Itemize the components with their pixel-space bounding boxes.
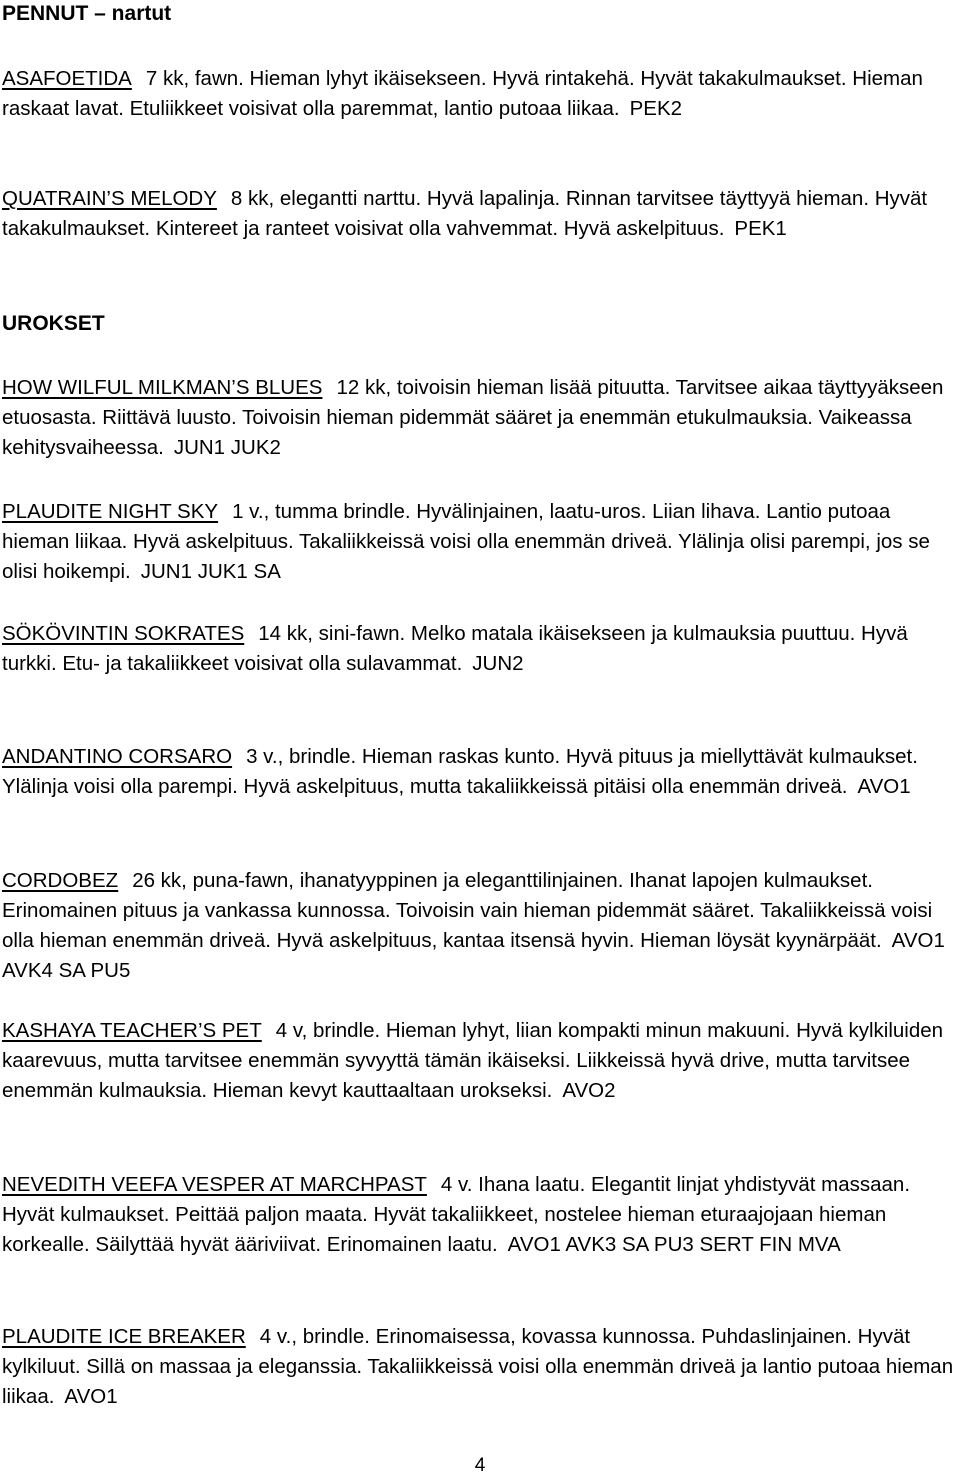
entry: [2, 1170, 957, 1260]
entry: [2, 866, 960, 986]
entry-awards: JUN2: [472, 652, 524, 675]
dog-name: NEVEDITH VEEFA VESPER AT MARCHPAST: [2, 1173, 427, 1196]
entry: [2, 1322, 957, 1412]
entry: [2, 1016, 957, 1106]
dog-name: KASHAYA TEACHER’S PET: [2, 1019, 262, 1042]
entry-awards: JUN1 JUK2: [173, 436, 281, 459]
entry-text: 8 kk, elegantti narttu. Hyvä lapalinja. Rinnan tarvitsee täyttyyä hieman. Hyvät takakulmaukset. Kintereet ja ranteet voisivat olla vahvemmat. Hyvä askelpituus.: [2, 187, 928, 240]
section-heading-puppies-females: PENNUT – nartut: [2, 2, 172, 25]
dog-name: PLAUDITE ICE BREAKER: [2, 1325, 246, 1348]
dog-name: ASAFOETIDA: [2, 67, 132, 90]
entry-text: 4 v, brindle. Hieman lyhyt, liian kompakti minun makuuni. Hyvä kylkiluiden kaarevuus, mutta tarvitsee enemmän syvyyttä tämän ikäiseksi. Liikkeissä hyvä drive, mutta tarvitsee enemmän kulmauksia. Hieman kevyt kauttaaltaan urokseksi.: [2, 1019, 944, 1102]
entry-awards: AVO2: [562, 1079, 616, 1102]
dog-name: HOW WILFUL MILKMAN’S BLUES: [2, 376, 323, 399]
dog-name: CORDOBEZ: [2, 869, 119, 892]
entry-text: 4 v., brindle. Erinomaisessa, kovassa kunnossa. Puhdaslinjainen. Hyvät kylkiluut. Sillä on massaa ja eleganssia. Takaliikkeissä voisi olla enemmän driveä ja lantio putoaa hieman liikaa.: [2, 1325, 954, 1408]
section-heading-males: UROKSET: [2, 312, 105, 335]
dog-name: QUATRAIN’S MELODY: [2, 187, 217, 210]
dog-name: SÖKÖVINTIN SOKRATES: [2, 622, 245, 645]
entry-text: 26 kk, puna-fawn, ihanatyyppinen ja eleganttilinjainen. Ihanat lapojen kulmaukset. Erinomainen pituus ja vankassa kunnossa. Toivoisin vain hieman pidemmät sääret. Takaliikkeissä voisi olla hieman enemmän driveä. Hyvä askelpituus, kantaa itsensä hyvin. Hieman löysät kyynärpäät.: [2, 869, 933, 952]
entry-awards: AVO1 AVK3 SA PU3 SERT FIN MVA: [507, 1233, 841, 1256]
entry-text: 4 v. Ihana laatu. Elegantit linjat yhdistyvät massaan. Hyvät kulmaukset. Peittää paljon maata. Hyvät takaliikkeet, nostelee hieman eturaajojaan hieman korkealle. Säilyttää hyvät ääriviivat. Erinomainen laatu.: [2, 1173, 911, 1256]
entry: [2, 497, 957, 587]
dog-name: ANDANTINO CORSARO: [2, 745, 233, 768]
dog-name: PLAUDITE NIGHT SKY: [2, 500, 219, 523]
entry-text: 3 v., brindle. Hieman raskas kunto. Hyvä pituus ja miellyttävät kulmaukset. Ylälinja voisi olla parempi. Hyvä askelpituus, mutta takaliikkeissä pitäisi olla enemmän driveä.: [2, 745, 918, 798]
entry: [2, 184, 957, 244]
entry-awards: AVO1: [857, 775, 911, 798]
entry: [2, 64, 957, 124]
entry: [2, 742, 957, 802]
entry-text: 1 v., tumma brindle. Hyvälinjainen, laatu-uros. Liian lihava. Lantio putoaa hieman liikaa. Hyvä askelpituus. Takaliikkeissä voisi olla enemmän driveä. Ylälinja olisi parempi, jos se olisi hoikempi.: [2, 500, 930, 583]
entry: [2, 619, 957, 679]
entry-awards: AVO1 AVK4 SA PU5: [2, 929, 945, 982]
page-number: 4: [474, 1455, 486, 1476]
entry-awards: PEK2: [629, 97, 683, 120]
entry-text: 14 kk, sini-fawn. Melko matala ikäisekseen ja kulmauksia puuttuu. Hyvä turkki. Etu- ja takaliikkeet voisivat olla sulavammat.: [2, 622, 908, 675]
entry-awards: PEK1: [734, 217, 787, 240]
entry-awards: JUN1 JUK1 SA: [140, 560, 281, 583]
entry-text: 12 kk, toivoisin hieman lisää pituutta. Tarvitsee aikaa täyttyyäkseen etuosasta. Riittävä luusto. Toivoisin hieman pidemmät sääret ja enemmän etukulmauksia. Vaikeassa kehitysvaiheessa.: [2, 376, 944, 459]
entry: [2, 373, 957, 463]
entry-awards: AVO1: [64, 1385, 118, 1408]
entry-text: 7 kk, fawn. Hieman lyhyt ikäisekseen. Hyvä rintakehä. Hyvät takakulmaukset. Hieman raskaat lavat. Etuliikkeet voisivat olla paremmat, lantio putoaa liikaa.: [2, 67, 923, 120]
